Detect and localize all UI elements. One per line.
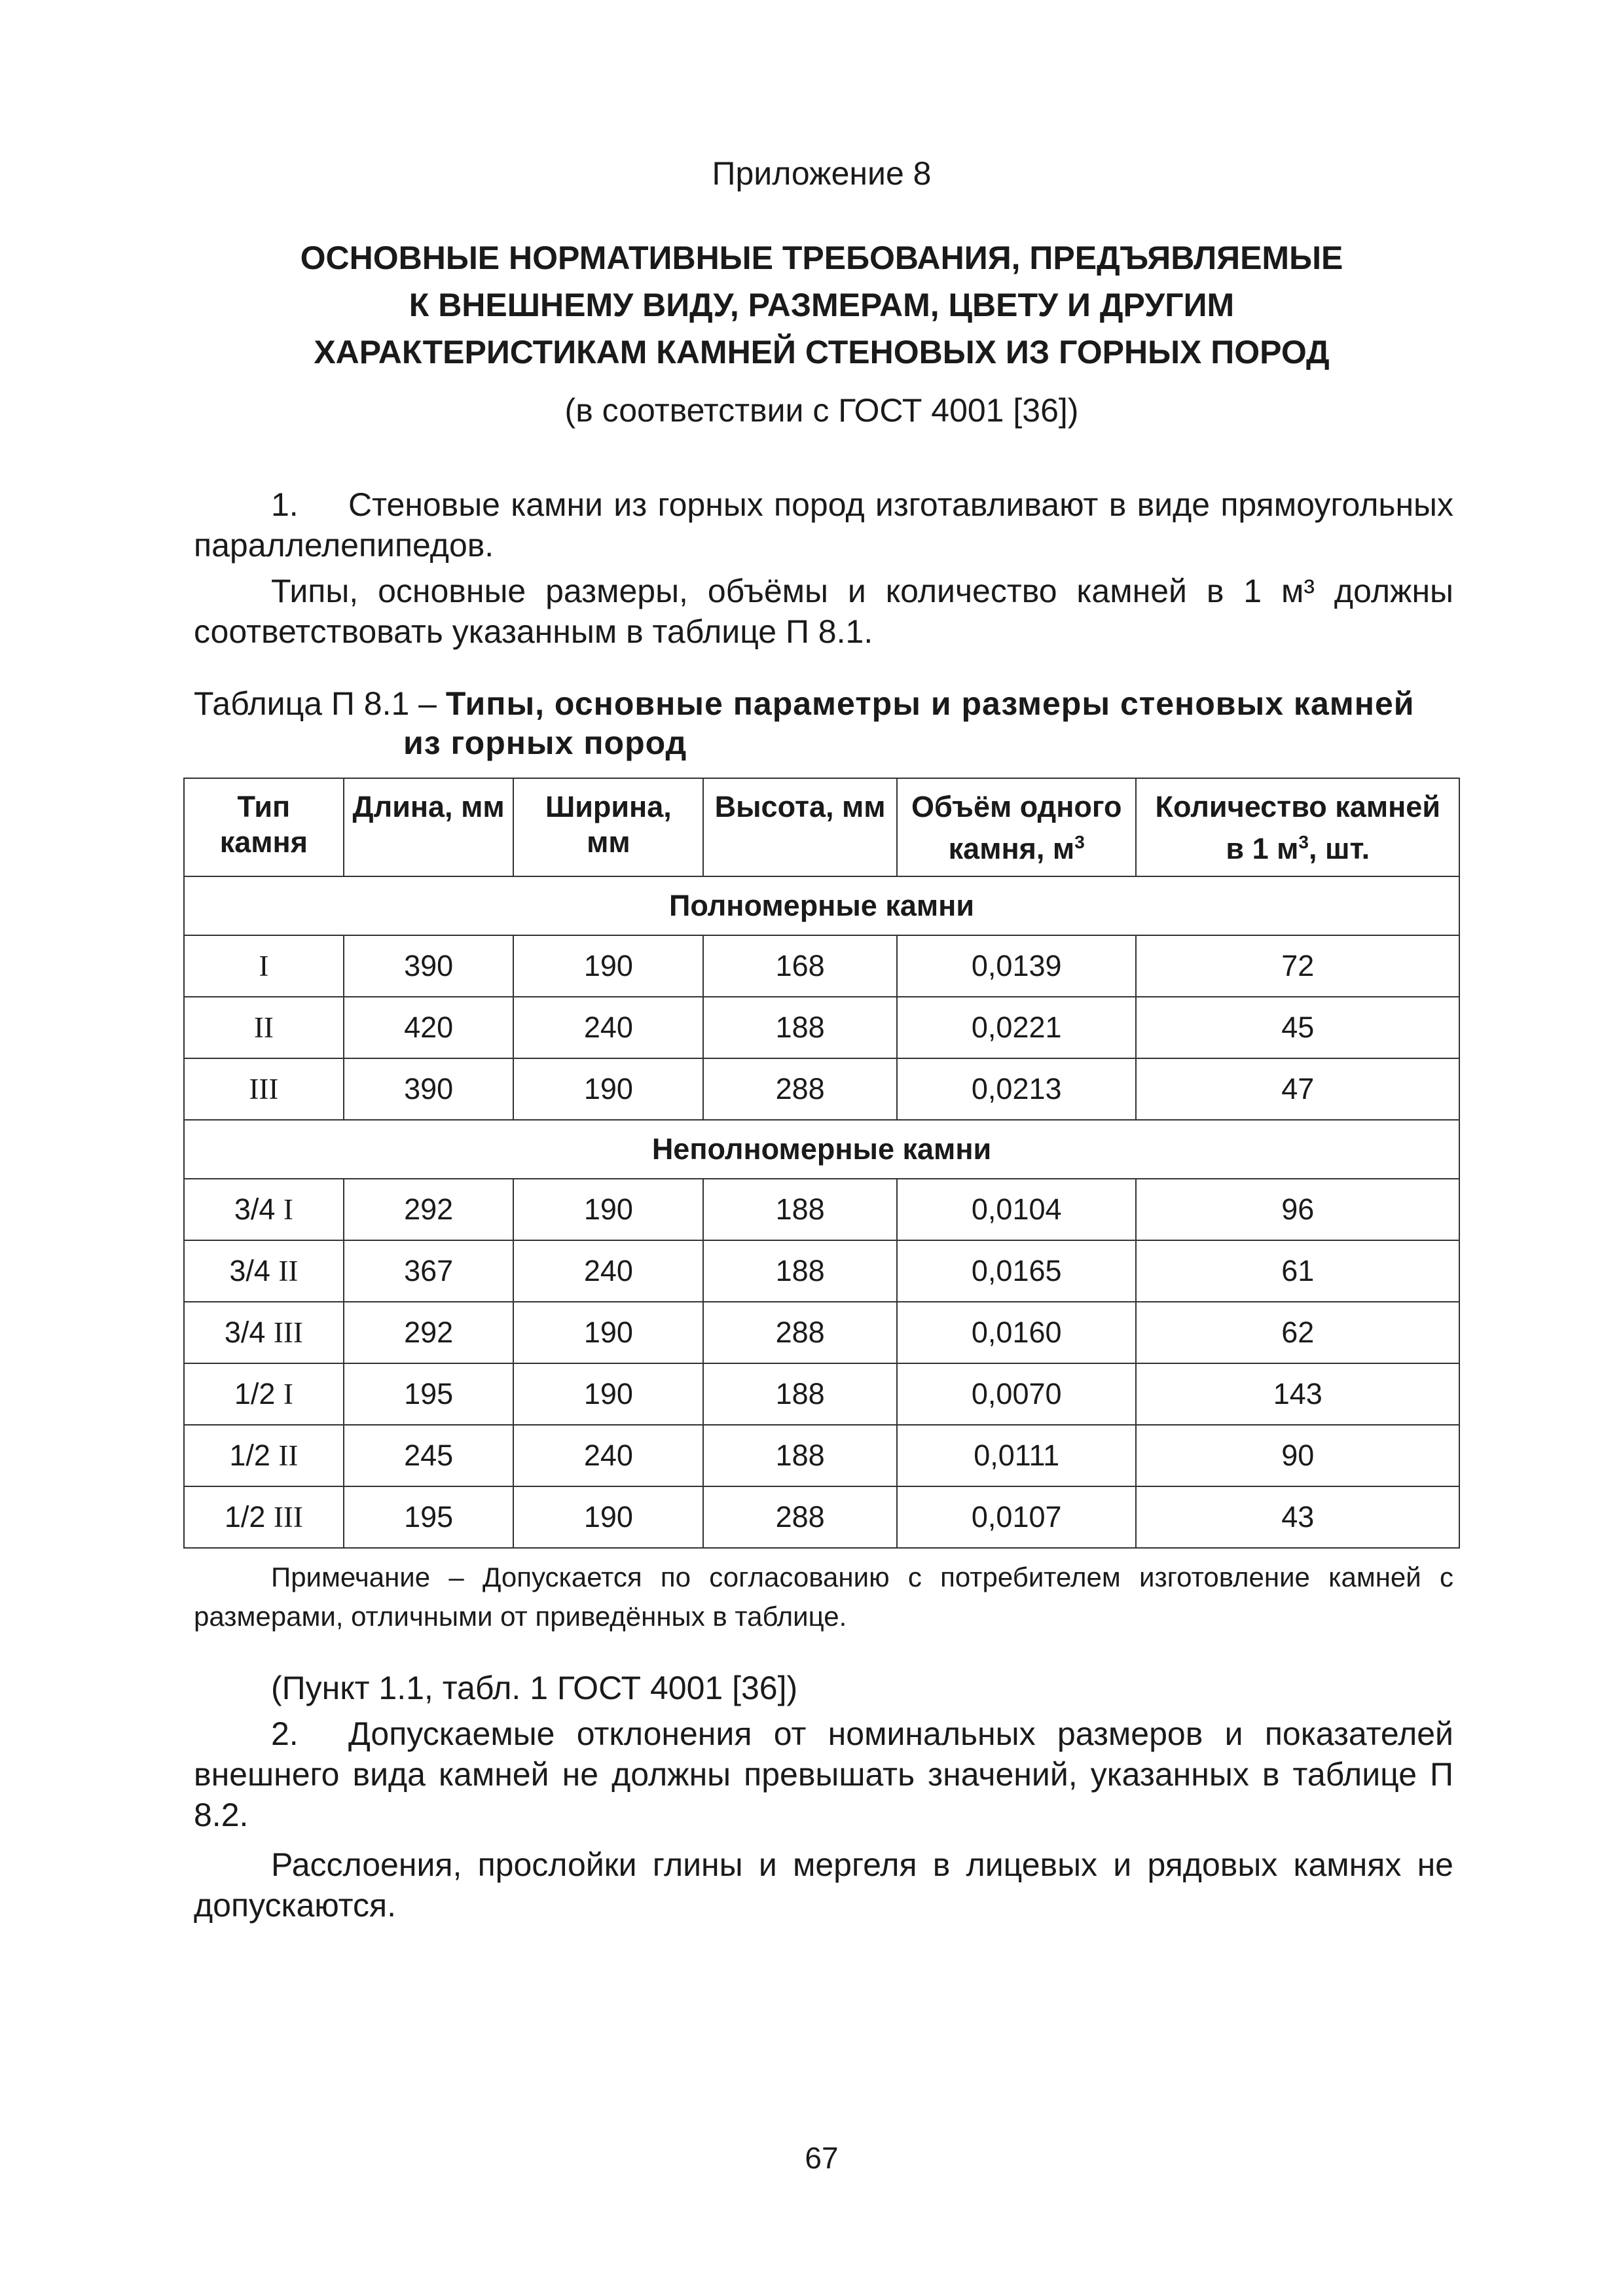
cell-length: 292 xyxy=(344,1179,514,1240)
paragraph-2-item xyxy=(194,1713,1453,1835)
title-line: К ВНЕШНЕМУ ВИДУ, РАЗМЕРАМ, ЦВЕТУ И ДРУГИМ xyxy=(409,287,1235,323)
cell-count: 45 xyxy=(1136,997,1459,1058)
paragraph-text: Стеновые камни из горных пород изготавливают в виде прямоугольных параллелепипедов. xyxy=(194,486,1453,564)
cell-height: 188 xyxy=(703,1240,897,1302)
cell-length: 367 xyxy=(344,1240,514,1302)
header-width: Ширина, мм xyxy=(513,778,703,876)
cell-width: 240 xyxy=(513,997,703,1058)
table-row xyxy=(184,1425,1459,1486)
cell-count: 47 xyxy=(1136,1058,1459,1120)
cell-type: 3/4 III xyxy=(184,1302,344,1363)
page-number: 67 xyxy=(805,2141,839,2175)
cell-width: 190 xyxy=(513,1302,703,1363)
table-row xyxy=(184,1363,1459,1425)
table-caption xyxy=(194,683,1453,724)
cell-height: 288 xyxy=(703,1302,897,1363)
table-caption-title-cont: из горных пород xyxy=(403,725,687,761)
section-label: Полномерные камни xyxy=(184,876,1459,935)
cell-volume: 0,0221 xyxy=(897,997,1137,1058)
cell-type: 1/2 II xyxy=(184,1425,344,1486)
cell-width: 190 xyxy=(513,1486,703,1548)
table-caption-prefix: Таблица П 8.1 – xyxy=(194,685,446,722)
cell-volume: 0,0139 xyxy=(897,935,1137,997)
cell-length: 292 xyxy=(344,1302,514,1363)
paragraph-text: Типы, основные размеры, объёмы и количество камней в 1 м³ должны соответствовать указанным в таблице П 8.1. xyxy=(194,573,1453,650)
cell-count: 61 xyxy=(1136,1240,1459,1302)
table-header-row xyxy=(184,778,1459,876)
paragraph-number: 1. xyxy=(271,486,299,523)
cell-length: 390 xyxy=(344,935,514,997)
cell-volume: 0,0213 xyxy=(897,1058,1137,1120)
cell-volume: 0,0160 xyxy=(897,1302,1137,1363)
cell-height: 168 xyxy=(703,935,897,997)
paragraph-layers xyxy=(194,1844,1453,1926)
cell-length: 420 xyxy=(344,997,514,1058)
cell-count: 96 xyxy=(1136,1179,1459,1240)
cell-volume: 0,0165 xyxy=(897,1240,1137,1302)
cell-count: 62 xyxy=(1136,1302,1459,1363)
note-text: Примечание – Допускается по согласованию с потребителем изготовление камней с размерами, отличными от приведённых в таблице. xyxy=(194,1562,1453,1632)
header-count: Количество камней в 1 $м^3$, шт. xyxy=(1136,778,1459,876)
cell-type: 3/4 I xyxy=(184,1179,344,1240)
cell-height: 188 xyxy=(703,1179,897,1240)
paragraph-text: (Пункт 1.1, табл. 1 ГОСТ 4001 [36]) xyxy=(271,1670,798,1706)
table-note xyxy=(194,1558,1453,1636)
cell-length: 245 xyxy=(344,1425,514,1486)
cell-width: 240 xyxy=(513,1240,703,1302)
cell-type: II xyxy=(184,997,344,1058)
section-row-full xyxy=(184,876,1459,935)
paragraph-text: Допускаемые отклонения от номинальных размеров и показателей внешнего вида камней не должны превышать значений, указанных в таблице П 8.2. xyxy=(194,1715,1453,1833)
cell-volume: 0,0104 xyxy=(897,1179,1137,1240)
cell-height: 188 xyxy=(703,1363,897,1425)
paragraph-1 xyxy=(194,484,1453,565)
table-row xyxy=(184,997,1459,1058)
table-caption-title: Типы, основные параметры и размеры стеновых камней xyxy=(445,685,1415,722)
cell-width: 240 xyxy=(513,1425,703,1486)
title-line: ОСНОВНЫЕ НОРМАТИВНЫЕ ТРЕБОВАНИЯ, ПРЕДЪЯВЛЯЕМЫЕ xyxy=(300,240,1343,276)
paragraph-reference xyxy=(194,1668,1453,1708)
paragraph-text: Расслоения, прослойки глины и мергеля в лицевых и рядовых камнях не допускаются. xyxy=(194,1846,1453,1924)
cell-type: 1/2 III xyxy=(184,1486,344,1548)
appendix-label: Приложение 8 xyxy=(712,155,932,192)
cell-volume: 0,0107 xyxy=(897,1486,1137,1548)
cell-length: 195 xyxy=(344,1363,514,1425)
cell-height: 288 xyxy=(703,1058,897,1120)
cell-volume: 0,0070 xyxy=(897,1363,1137,1425)
section-label: Неполномерные камни xyxy=(184,1120,1459,1179)
cell-length: 390 xyxy=(344,1058,514,1120)
document-subtitle: (в соответствии с ГОСТ 4001 [36]) xyxy=(564,392,1079,429)
table-row xyxy=(184,1058,1459,1120)
cell-type: 1/2 I xyxy=(184,1363,344,1425)
table-row xyxy=(184,1486,1459,1548)
paragraph-2 xyxy=(194,571,1453,652)
document-title xyxy=(0,234,1623,376)
header-type: Тип камня xyxy=(184,778,344,876)
paragraph-number: 2. xyxy=(271,1715,299,1752)
cell-width: 190 xyxy=(513,935,703,997)
cell-height: 288 xyxy=(703,1486,897,1548)
table-row xyxy=(184,935,1459,997)
stone-types-table xyxy=(183,778,1460,1549)
table-row xyxy=(184,1302,1459,1363)
cell-type: III xyxy=(184,1058,344,1120)
cell-type: I xyxy=(184,935,344,997)
cell-width: 190 xyxy=(513,1179,703,1240)
header-height: Высота, мм xyxy=(703,778,897,876)
cell-width: 190 xyxy=(513,1363,703,1425)
cell-count: 90 xyxy=(1136,1425,1459,1486)
cell-width: 190 xyxy=(513,1058,703,1120)
cell-length: 195 xyxy=(344,1486,514,1548)
cell-type: 3/4 II xyxy=(184,1240,344,1302)
cell-count: 143 xyxy=(1136,1363,1459,1425)
table-row xyxy=(184,1179,1459,1240)
cell-volume: 0,0111 xyxy=(897,1425,1137,1486)
table-row xyxy=(184,1240,1459,1302)
title-line: ХАРАКТЕРИСТИКАМ КАМНЕЙ СТЕНОВЫХ ИЗ ГОРНЫХ ПОРОД xyxy=(314,334,1330,370)
cell-count: 72 xyxy=(1136,935,1459,997)
header-volume: Объём одного камня, $м^3$ xyxy=(897,778,1137,876)
cell-count: 43 xyxy=(1136,1486,1459,1548)
cell-height: 188 xyxy=(703,1425,897,1486)
header-length: Длина, мм xyxy=(344,778,514,876)
cell-height: 188 xyxy=(703,997,897,1058)
section-row-partial xyxy=(184,1120,1459,1179)
